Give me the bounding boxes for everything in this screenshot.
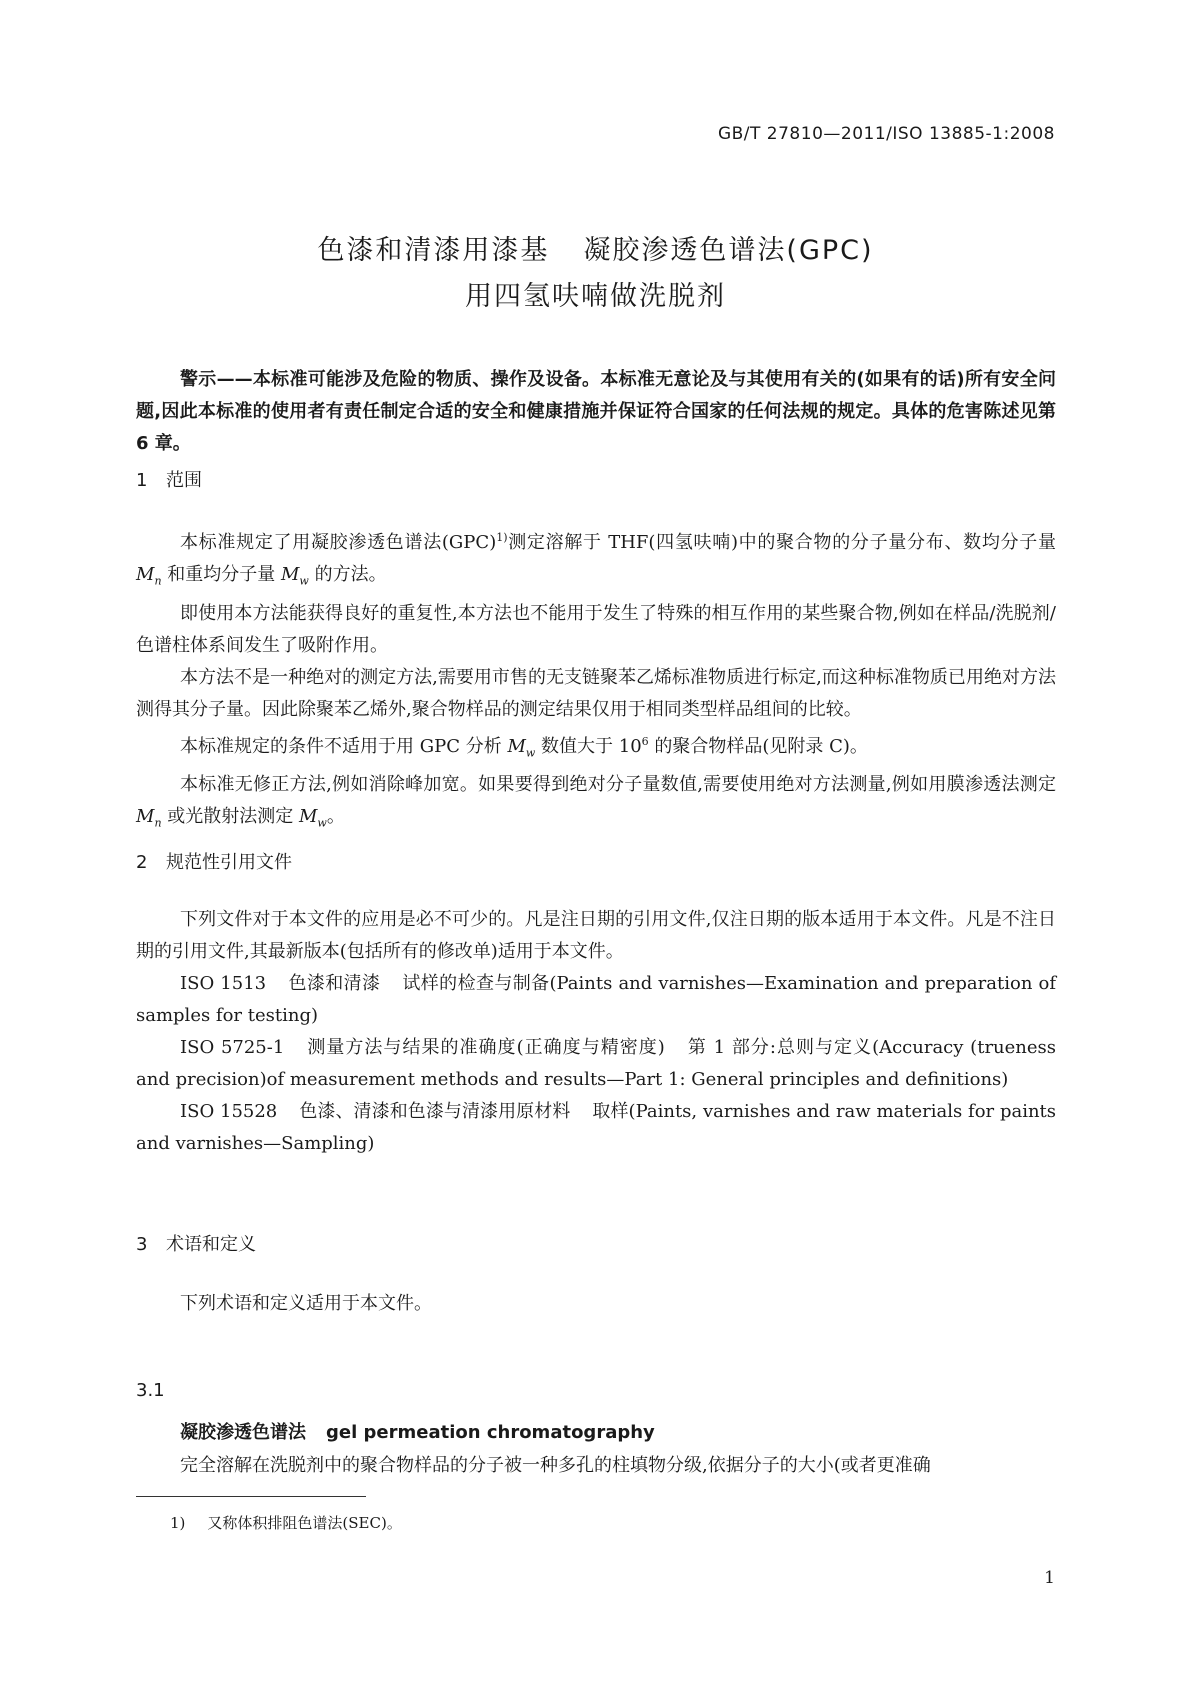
section-1-title: 范围 (166, 470, 202, 491)
symbol-m: M (136, 564, 155, 585)
scope-p5-text-b: 或光散射法测定 (161, 806, 299, 828)
section-3-heading (136, 1230, 256, 1256)
standard-code: GB/T 27810—2011/ISO 13885-1:2008 (717, 124, 1055, 144)
symbol-sub-n: n (154, 816, 162, 830)
term-heading (180, 1418, 655, 1444)
document-title (0, 228, 1191, 320)
footnote-text: 又称体积排阻色谱法(SEC)。 (207, 1514, 402, 1532)
term-title-zh: 凝胶渗透色谱法 (180, 1422, 306, 1443)
references-intro: 下列文件对于本文件的应用是必不可少的。凡是注日期的引用文件,仅注日期的版本适用于本文件。凡是不注日期的引用文件,其最新版本(包括所有的修改单)适用于本文件。 (136, 909, 1056, 962)
symbol-m: M (280, 564, 300, 585)
scope-p5-text-c: 。 (326, 806, 345, 828)
section-2-body (136, 904, 1056, 1160)
symbol-sub-n: n (154, 574, 162, 588)
scope-p1-text-b: 测定溶解于 THF(四氢呋喃)中的聚合物的分子量分布、数均分子量 (507, 532, 1056, 553)
scope-p4-text-a: 本标准规定的条件不适用于用 GPC 分析 (180, 735, 508, 757)
section-3-number: 3 (136, 1234, 148, 1255)
reference-code: ISO 5725-1 (180, 1037, 285, 1058)
section-2-title: 规范性引用文件 (166, 852, 292, 873)
reference-item (136, 1096, 1056, 1160)
scope-p1-text-a: 本标准规定了用凝胶渗透色谱法(GPC) (180, 532, 497, 553)
scope-p4-text-b: 数值大于 10 (535, 735, 642, 757)
reference-code: ISO 1513 (180, 973, 267, 994)
footnote-ref: 1) (496, 531, 508, 544)
symbol-m: M (298, 806, 318, 828)
term-number: 3.1 (136, 1380, 165, 1401)
reference-text: 试样的检查与制备(Paints and varnishes—Examination and preparation of samples for testing) (136, 973, 1057, 1026)
symbol-sub-w: w (525, 746, 536, 760)
reference-title-zh: 色漆、清漆和色漆与清漆用原材料 (299, 1101, 571, 1122)
scope-p1-text-c: 和重均分子量 (161, 564, 281, 585)
scope-p5-text-a: 本标准无修正方法,例如消除峰加宽。如果要得到绝对分子量数值,需要使用绝对方法测量,例如用膜渗透法测定 (180, 774, 1056, 796)
term-title-en: gel permeation chromatography (326, 1422, 655, 1443)
reference-text: 第 1 部分:总则与定义(Accuracy (trueness and precision)of measurement methods and results—Part 1: General principles and definitions) (136, 1037, 1057, 1090)
footnote-mark: 1) (170, 1514, 186, 1532)
section-3-body (136, 1288, 1056, 1320)
exponent: 6 (641, 734, 649, 748)
reference-title-zh: 色漆和清漆 (288, 973, 381, 994)
reference-code: ISO 15528 (180, 1101, 278, 1122)
section-1-number: 1 (136, 470, 148, 491)
section-2-heading (136, 848, 292, 874)
symbol-sub-w: w (317, 816, 327, 830)
warning-paragraph: 警示——本标准可能涉及危险的物质、操作及设备。本标准无意论及与其使用有关的(如果有的话)所有安全问题,因此本标准的使用者有责任制定合适的安全和健康措施并保证符合国家的任何法规的规定。具体的危害陈述见第 6 章。 (136, 369, 1056, 454)
scope-p1-text-d: 的方法。 (308, 564, 387, 585)
section-1-heading (136, 466, 202, 492)
title-part-2: 凝胶渗透色谱法(GPC) (583, 235, 874, 266)
scope-paragraph-1 (136, 522, 1056, 598)
reference-text: 取样(Paints, varnishes and raw materials for paints and varnishes—Sampling) (136, 1101, 1057, 1154)
footnote (170, 1512, 402, 1533)
scope-paragraph-2: 即使用本方法能获得良好的重复性,本方法也不能用于发生了特殊的相互作用的某些聚合物,例如在样品/洗脱剂/色谱柱体系间发生了吸附作用。 (136, 602, 1056, 656)
terms-intro: 下列术语和定义适用于本文件。 (180, 1293, 432, 1314)
footnote-divider (136, 1496, 366, 1497)
title-line-2: 用四氢呋喃做洗脱剂 (465, 281, 726, 312)
title-line-1 (0, 228, 1191, 274)
section-2-number: 2 (136, 852, 148, 873)
scope-paragraph-5 (136, 769, 1056, 840)
section-1-body (136, 522, 1056, 840)
scope-paragraph-3: 本方法不是一种绝对的测定方法,需要用市售的无支链聚苯乙烯标准物质进行标定,而这种标准物质已用绝对方法测得其分子量。因此除聚苯乙烯外,聚合物样品的测定结果仅用于相同类型样品组间的比较。 (136, 666, 1056, 720)
section-3-title: 术语和定义 (166, 1234, 256, 1255)
symbol-sub-w: w (299, 574, 309, 588)
term-definition: 完全溶解在洗脱剂中的聚合物样品的分子被一种多孔的柱填物分级,依据分子的大小(或者更准确 (180, 1455, 931, 1476)
scope-p4-text-c: 的聚合物样品(见附录 C)。 (648, 735, 868, 757)
symbol-m: M (507, 735, 526, 757)
symbol-m: M (136, 806, 155, 828)
reference-item (136, 1032, 1056, 1096)
scope-paragraph-4 (136, 726, 1056, 770)
reference-title-zh: 测量方法与结果的准确度(正确度与精密度) (306, 1037, 665, 1058)
page-number: 1 (1044, 1568, 1055, 1588)
title-part-1: 色漆和清漆用漆基 (317, 235, 550, 266)
reference-item (136, 968, 1056, 1032)
